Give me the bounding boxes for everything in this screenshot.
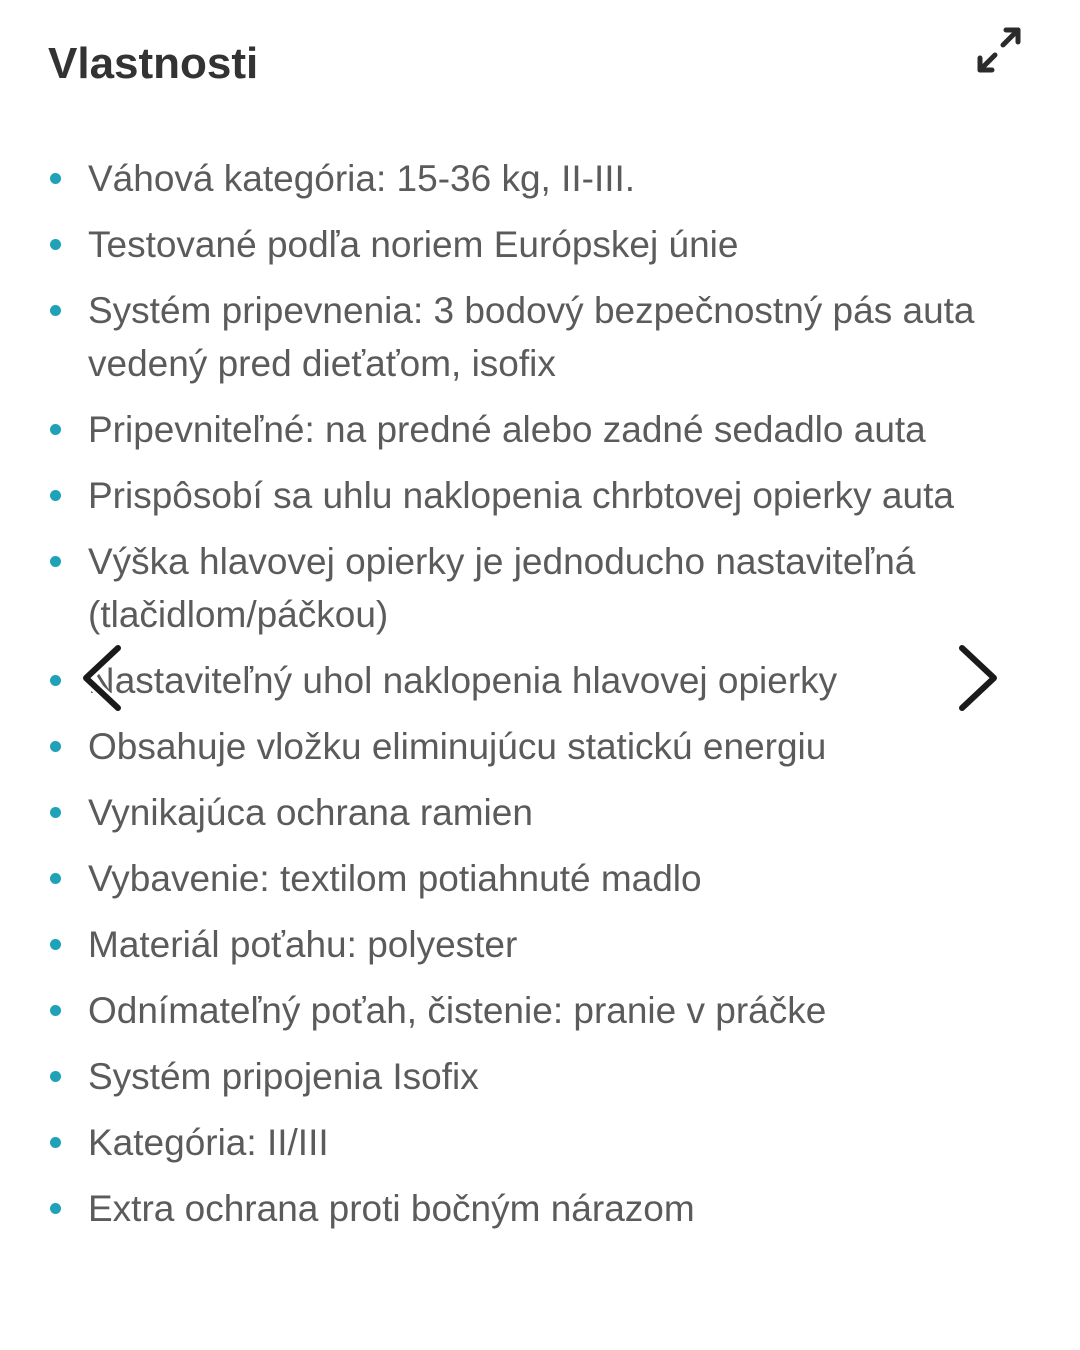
list-item xyxy=(48,284,1038,390)
bullet-dot xyxy=(50,1203,61,1214)
feature-text: Prispôsobí sa uhlu naklopenia chrbtovej opierky auta xyxy=(88,475,954,516)
previous-button[interactable] xyxy=(74,638,134,718)
feature-text: Vybavenie: textilom potiahnuté madlo xyxy=(88,858,702,899)
bullet-dot xyxy=(50,424,61,435)
bullet-dot xyxy=(50,556,61,567)
list-item xyxy=(48,535,1038,641)
next-button[interactable] xyxy=(946,638,1006,718)
list-item xyxy=(48,469,1038,522)
list-item xyxy=(48,152,1038,205)
feature-text: Výška hlavovej opierky je jednoducho nastaviteľná (tlačidlom/páčkou) xyxy=(88,541,916,635)
list-item xyxy=(48,1116,1038,1169)
list-item xyxy=(48,1182,1038,1235)
bullet-dot xyxy=(50,939,61,950)
bullet-dot xyxy=(50,305,61,316)
feature-list xyxy=(48,152,1038,1248)
list-item xyxy=(48,654,1038,707)
feature-text: Nastaviteľný uhol naklopenia hlavovej opierky xyxy=(88,660,838,701)
list-item xyxy=(48,218,1038,271)
bullet-dot xyxy=(50,1137,61,1148)
bullet-dot xyxy=(50,490,61,501)
list-item xyxy=(48,984,1038,1037)
expand-arrows-icon xyxy=(970,22,1028,78)
feature-text: Pripevniteľné: na predné alebo zadné sedadlo auta xyxy=(88,409,926,450)
list-item xyxy=(48,720,1038,773)
chevron-left-icon xyxy=(74,638,134,718)
bullet-dot xyxy=(50,1005,61,1016)
feature-text: Materiál poťahu: polyester xyxy=(88,924,518,965)
bullet-dot xyxy=(50,807,61,818)
list-item xyxy=(48,1050,1038,1103)
chevron-right-icon xyxy=(946,638,1006,718)
expand-button[interactable] xyxy=(970,22,1028,78)
feature-text: Testované podľa noriem Európskej únie xyxy=(88,224,739,265)
list-item xyxy=(48,852,1038,905)
feature-text: Kategória: II/III xyxy=(88,1122,329,1163)
list-item xyxy=(48,786,1038,839)
feature-text: Vynikajúca ochrana ramien xyxy=(88,792,533,833)
feature-text: Systém pripevnenia: 3 bodový bezpečnostný pás auta vedený pred dieťaťom, isofix xyxy=(88,290,975,384)
bullet-dot xyxy=(50,1071,61,1082)
list-item xyxy=(48,403,1038,456)
feature-text: Extra ochrana proti bočným nárazom xyxy=(88,1188,695,1229)
bullet-dot xyxy=(50,873,61,884)
bullet-dot xyxy=(50,741,61,752)
bullet-dot xyxy=(50,173,61,184)
bullet-dot xyxy=(50,239,61,250)
feature-text: Odnímateľný poťah, čistenie: pranie v práčke xyxy=(88,990,827,1031)
list-item xyxy=(48,918,1038,971)
section-title: Vlastnosti xyxy=(48,39,259,88)
feature-text: Váhová kategória: 15-36 kg, II-III. xyxy=(88,158,636,199)
feature-text: Obsahuje vložku eliminujúcu statickú energiu xyxy=(88,726,827,767)
feature-text: Systém pripojenia Isofix xyxy=(88,1056,479,1097)
bullet-dot xyxy=(50,675,61,686)
